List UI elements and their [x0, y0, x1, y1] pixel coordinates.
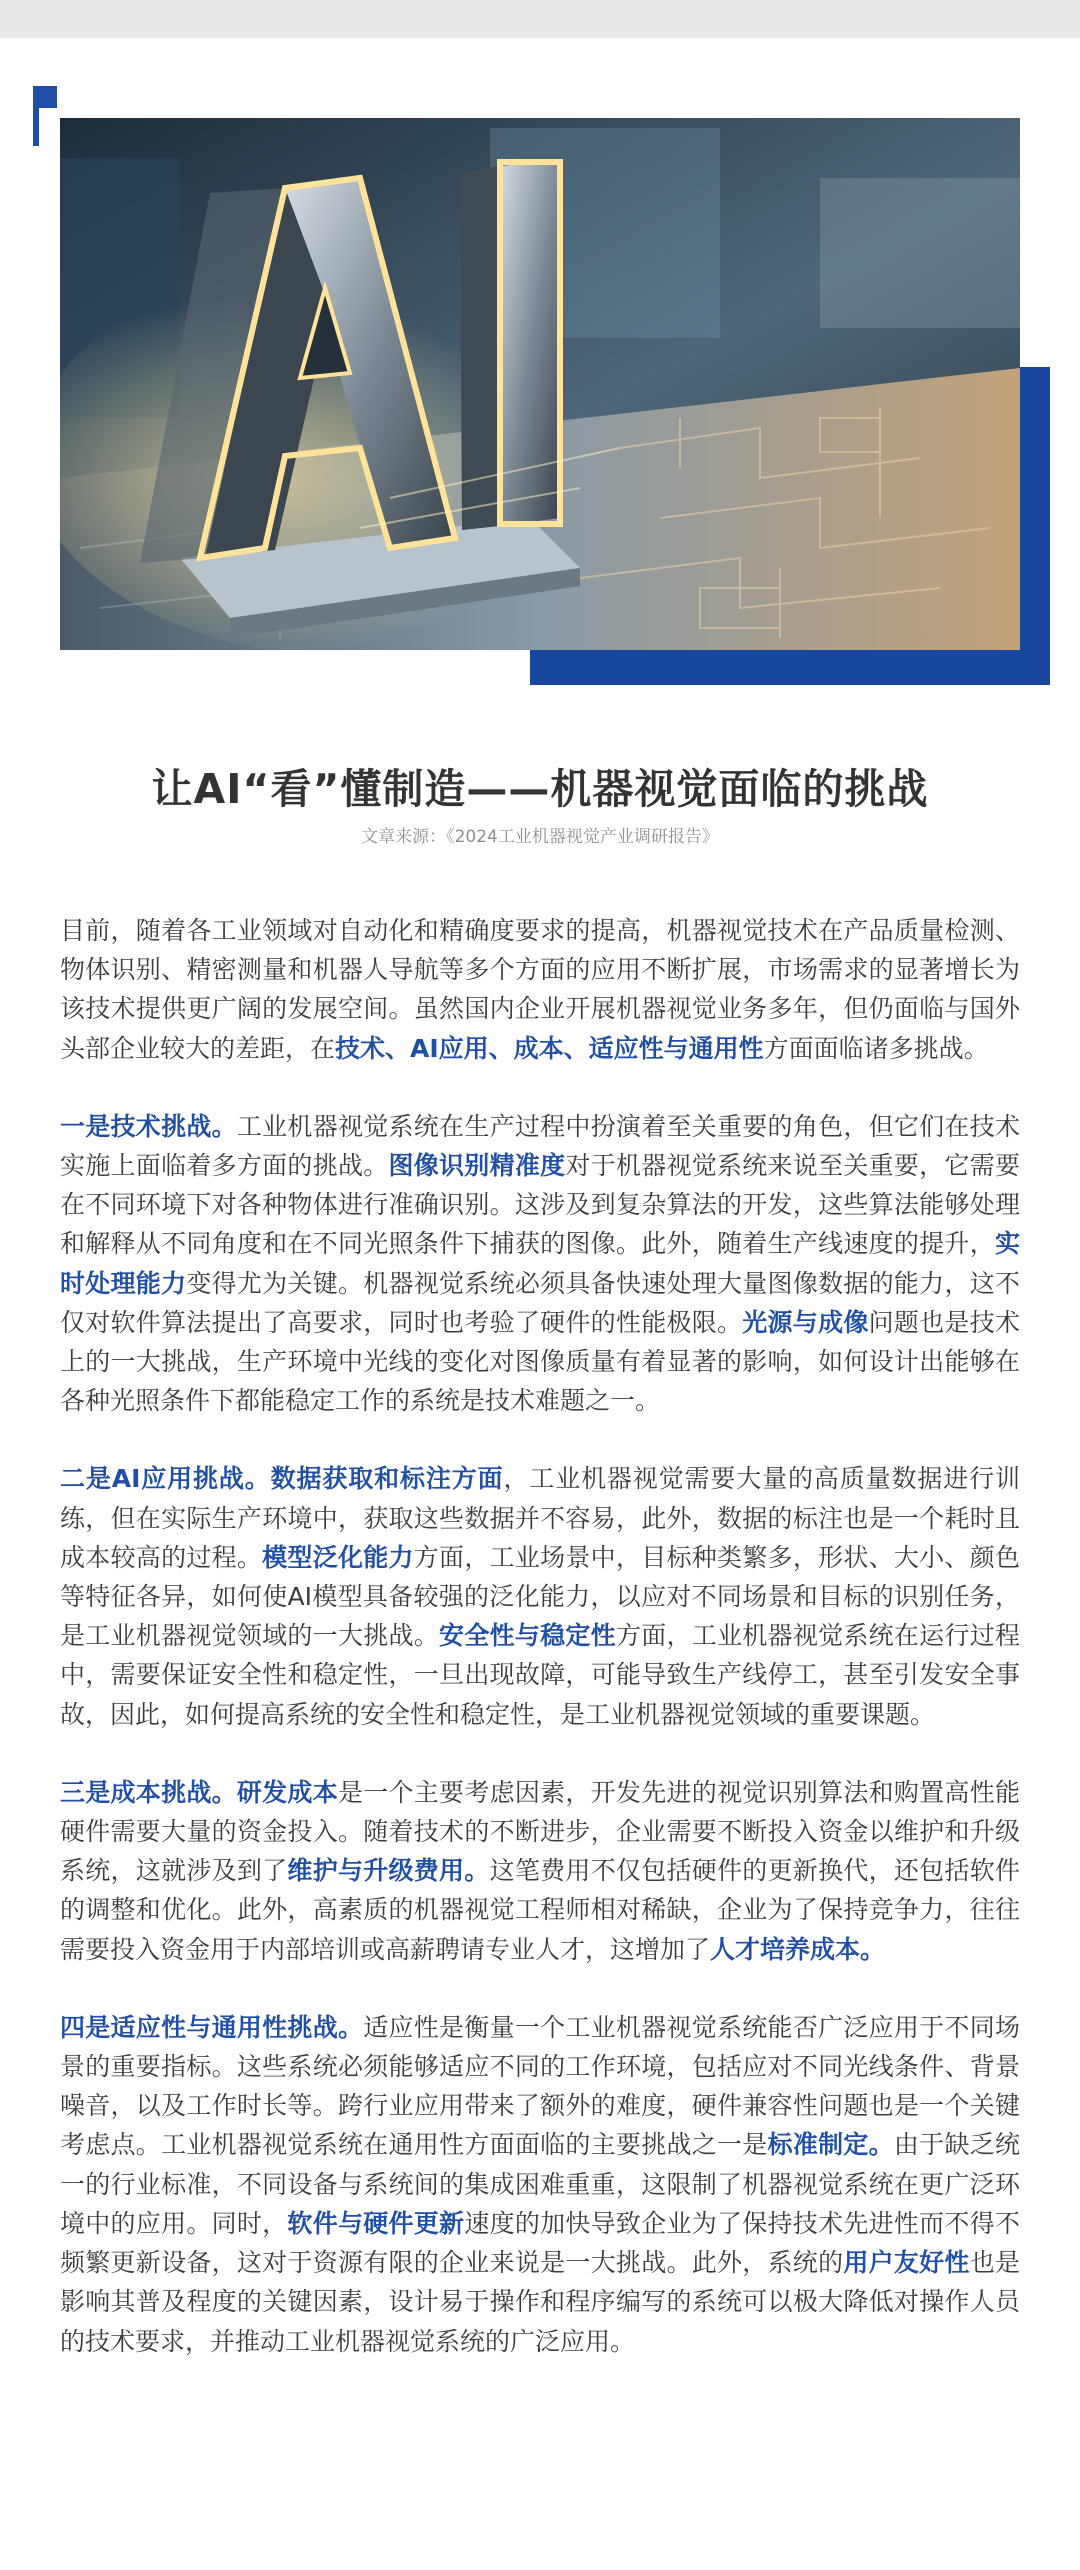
hero-image — [60, 118, 1020, 650]
corner-decoration — [33, 86, 57, 146]
paragraph-adaptability-challenge: 四是适应性与通用性挑战。适应性是衡量一个工业机器视觉系统能否广泛应用于不同场景的重要指标。这些系统必须能够适应不同的工作环境，包括应对不同光线条件、背景噪音，以及工作时长等。跨行业应用带来了额外的难度，硬件兼容性问题也是一个关键考虑点。工业机器视觉系统在通用性方面面临的主要挑战之一是标准制定。由于缺乏统一的行业标准，不同设备与系统间的集成困难重重，这限制了机器视觉系统在更广泛环境中的应用。同时，软件与硬件更新速度的加快导致企业为了保持技术先进性而不得不频繁更新设备，这对于资源有限的企业来说是一大挑战。此外，系统的用户友好性也是影响其普及程度的关键因素，设计易于操作和程序编写的系统可以极大降低对操作人员的技术要求，并推动工业机器视觉系统的广泛应用。 — [60, 2012, 1020, 2356]
paragraph-cost-challenge: 三是成本挑战。研发成本是一个主要考虑因素，开发先进的视觉识别算法和购置高性能硬件需要大量的资金投入。随着技术的不断进步，企业需要不断投入资金以维护和升级系统，这就涉及到了维护与升级费用。这笔费用不仅包括硬件的更新换代，还包括软件的调整和优化。此外，高素质的机器视觉工程师相对稀缺，企业为了保持竞争力，往往需要投入资金用于内部培训或高薪聘请专业人才，这增加了人才培养成本。 — [60, 1777, 1020, 1964]
article-source: 文章来源：《2024工业机器视觉产业调研报告》 — [361, 827, 719, 847]
paragraph-intro: 目前，随着各工业领域对自动化和精确度要求的提高，机器视觉技术在产品质量检测、物体识别、精密测量和机器人导航等多个方面的应用不断扩展，市场需求的显著增长为该技术提供更广阔的发展空间。虽然国内企业开展机器视觉业务多年，但仍面临与国外头部企业较大的差距，在技术、AI应用、成本、适应性与通用性方面面临诸多挑战。 — [60, 916, 1020, 1063]
top-bar — [0, 0, 1080, 38]
article-body — [60, 911, 1020, 2400]
article-title: 让AI“看”懂制造——机器视觉面临的挑战 — [151, 765, 929, 813]
paragraph-technical-challenge: 一是技术挑战。工业机器视觉系统在生产过程中扮演着至关重要的角色，但它们在技术实施上面临着多方面的挑战。图像识别精准度对于机器视觉系统来说至关重要，它需要在不同环境下对各种物体进行准确识别。这涉及到复杂算法的开发，这些算法能够处理和解释从不同角度和在不同光照条件下捕获的图像。此外，随着生产线速度的提升，实时处理能力变得尤为关键。机器视觉系统必须具备快速处理大量图像数据的能力，这不仅对软件算法提出了高要求，同时也考验了硬件的性能极限。光源与成像问题也是技术上的一大挑战，生产环境中光线的变化对图像质量有着显著的影响，如何设计出能够在各种光照条件下都能稳定工作的系统是技术难题之一。 — [60, 1111, 1020, 1416]
paragraph-ai-challenge: 二是AI应用挑战。数据获取和标注方面，工业机器视觉需要大量的高质量数据进行训练，但在实际生产环境中，获取这些数据并不容易，此外，数据的标注也是一个耗时且成本较高的过程。模型泛化能力方面，工业场景中，目标种类繁多，形状、大小、颜色等特征各异，如何使AI模型具备较强的泛化能力，以应对不同场景和目标的识别任务，是工业机器视觉领域的一大挑战。安全性与稳定性方面，工业机器视觉系统在运行过程中，需要保证安全性和稳定性，一旦出现故障，可能导致生产线停工，甚至引发安全事故，因此，如何提高系统的安全性和稳定性，是工业机器视觉领域的重要课题。 — [60, 1464, 1020, 1729]
